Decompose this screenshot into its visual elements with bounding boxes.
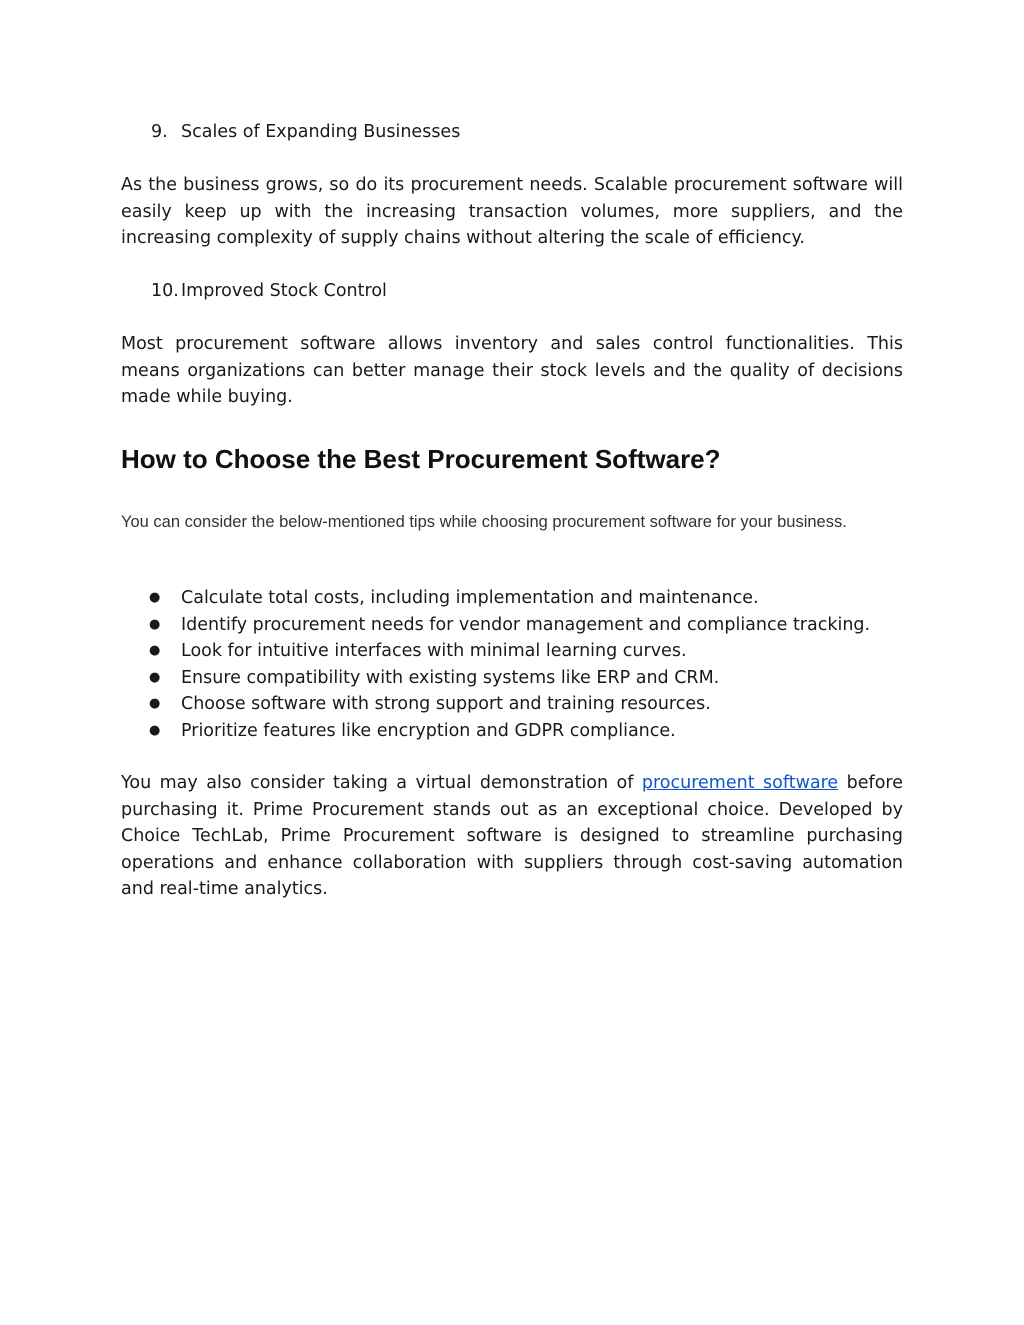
bullet-icon: ● <box>149 643 161 658</box>
tips-list <box>121 585 870 744</box>
section-10-number: 10. <box>151 281 179 301</box>
procurement-software-link[interactable]: procurement software <box>641 773 839 793</box>
section-9-body: As the business grows, so do its procurement needs. Scalable procurement software will easily keep up with the increasing transaction volumes, more suppliers, and the increasing complexity of supply chains without altering the scale of efficiency. <box>121 175 903 248</box>
section-10-title <box>151 278 387 304</box>
section-heading: How to Choose the Best Procurement Software? <box>121 444 721 474</box>
list-item <box>121 585 870 612</box>
tip-text: Ensure compatibility with existing systems like ERP and CRM. <box>181 667 720 688</box>
section-9-title <box>151 119 460 145</box>
closing-text-after-link: before purchasing it. Prime Procurement stands out as an exceptional choice. Developed by Choice TechLab, Prime Procurement software is designed to streamline purchasing operations and enhance collaboration with suppliers through cost-saving automation and real-time analytics. <box>121 773 903 899</box>
tip-text: Prioritize features like encryption and GDPR compliance. <box>181 720 676 741</box>
bullet-icon: ● <box>149 669 161 685</box>
section-9-number: 9. <box>151 122 168 142</box>
closing-text-before-link: You may also consider taking a virtual demonstration of <box>121 773 634 793</box>
list-item <box>121 691 870 718</box>
section-9-title-text: Scales of Expanding Businesses <box>181 122 461 142</box>
bullet-icon: ● <box>149 590 161 605</box>
list-item <box>121 638 870 665</box>
intro-paragraph: You can consider the below-mentioned tips while choosing procurement software for your business. <box>121 513 847 531</box>
section-10-title-text: Improved Stock Control <box>181 281 387 301</box>
tip-text: Identify procurement needs for vendor management and compliance tracking. <box>181 614 871 635</box>
bullet-icon: ● <box>149 696 161 711</box>
tip-text: Choose software with strong support and training resources. <box>181 694 711 714</box>
bullet-icon: ● <box>149 722 161 738</box>
list-item <box>121 612 870 639</box>
list-item <box>121 718 870 745</box>
tip-text: Calculate total costs, including implementation and maintenance. <box>181 588 759 608</box>
bullet-icon: ● <box>149 616 161 632</box>
list-item <box>121 665 870 692</box>
tip-text: Look for intuitive interfaces with minimal learning curves. <box>181 641 687 661</box>
section-10-body: Most procurement software allows inventory and sales control functionalities. This means organizations can better manage their stock levels and the quality of decisions made while buying. <box>121 334 903 407</box>
closing-paragraph <box>121 770 903 903</box>
